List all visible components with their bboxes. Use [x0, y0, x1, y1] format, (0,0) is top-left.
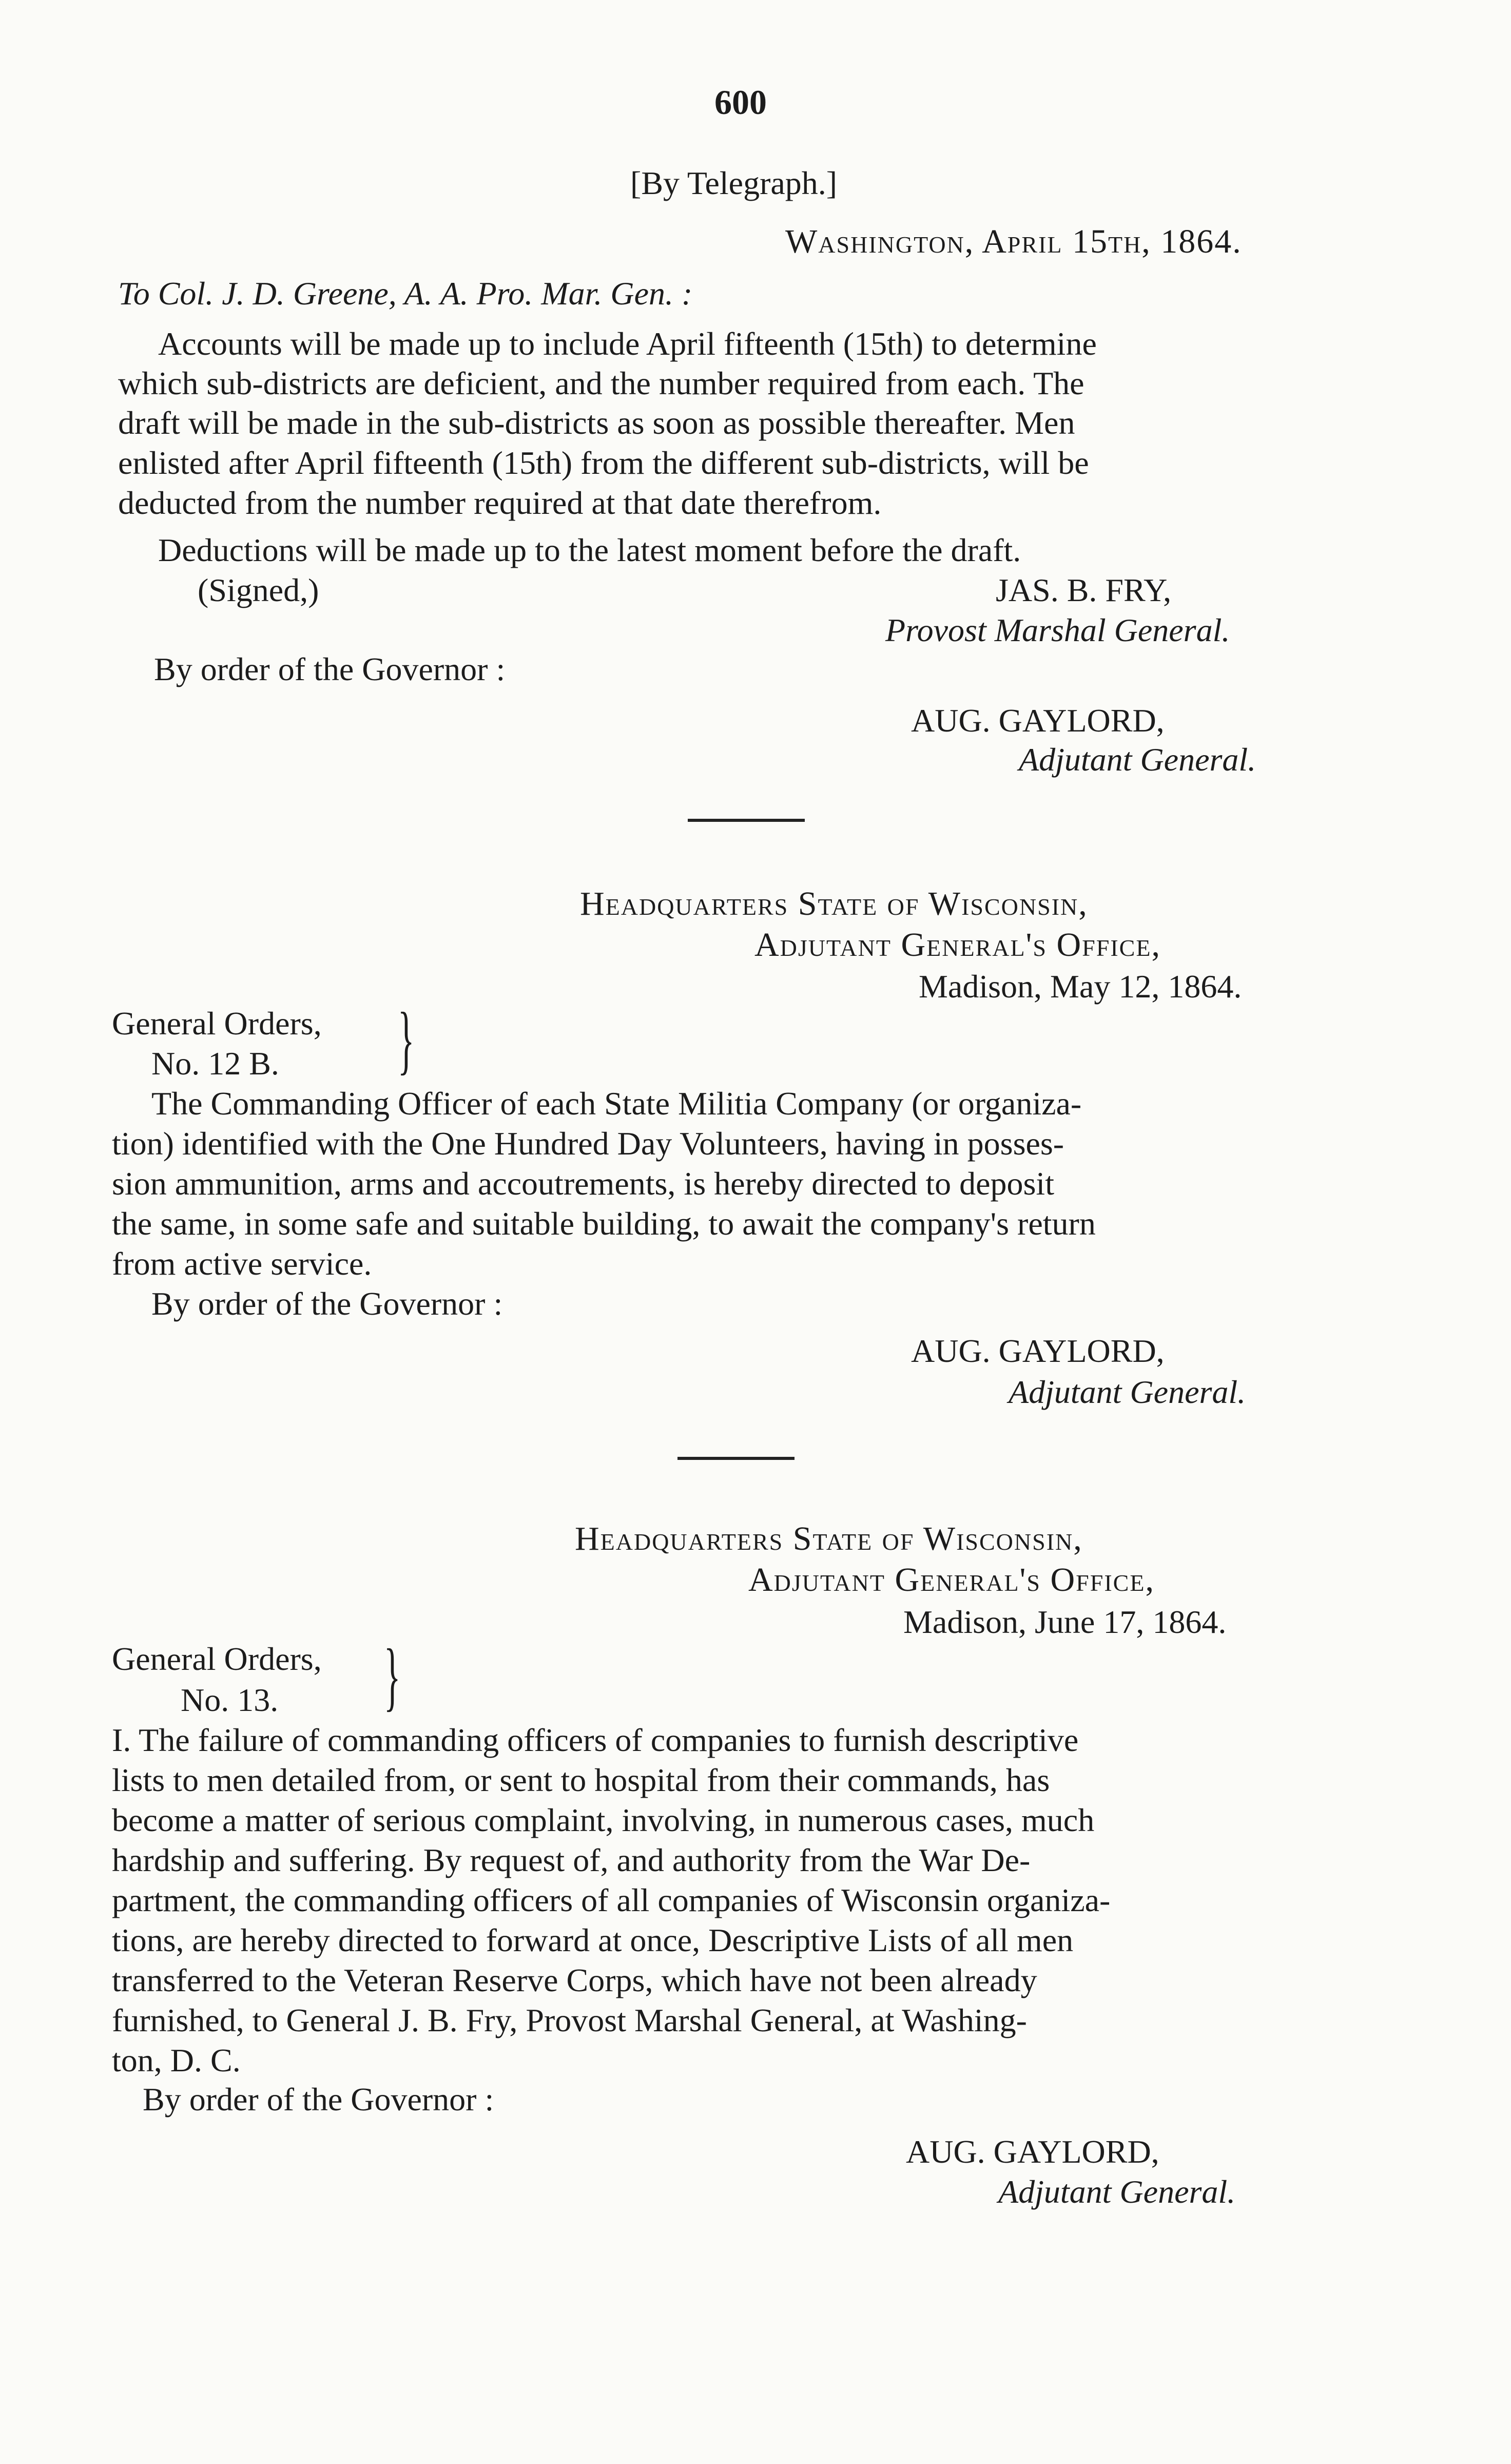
- page-number: 600: [714, 83, 767, 122]
- order-line: By order of the Governor :: [154, 651, 506, 687]
- telegram-body-line: Deductions will be made up to the latest moment before the draft.: [158, 532, 1021, 568]
- section-divider: [677, 1457, 795, 1460]
- signer-title: Provost Marshal General.: [885, 612, 1230, 648]
- order-line: By order of the Governor :: [151, 1285, 503, 1322]
- section-divider: [688, 819, 805, 822]
- adjutant-title: Adjutant General.: [1009, 1374, 1246, 1410]
- telegram-body-line: enlisted after April fifteenth (15th) from the different sub-districts, will be: [118, 445, 1089, 481]
- order-body-line: the same, in some safe and suitable building, to await the company's return: [112, 1205, 1096, 1242]
- signer-name: JAS. B. FRY,: [996, 572, 1172, 608]
- order-body-line: lists to men detailed from, or sent to hospital from their commands, has: [112, 1762, 1050, 1798]
- general-orders-number: No. 13.: [181, 1682, 279, 1718]
- order-body-line: partment, the commanding officers of all companies of Wisconsin organiza-: [112, 1882, 1111, 1918]
- hq-line-3: Madison, June 17, 1864.: [903, 1604, 1227, 1640]
- brace-icon: }: [384, 1633, 401, 1719]
- order-body-line: hardship and suffering. By request of, and authority from the War De-: [112, 1842, 1031, 1878]
- adjutant-title: Adjutant General.: [1019, 741, 1256, 778]
- hq-line-1: Headquarters State of Wisconsin,: [580, 885, 1088, 922]
- order-body-line: transferred to the Veteran Reserve Corps, which have not been already: [112, 1962, 1037, 1998]
- hq-line-1: Headquarters State of Wisconsin,: [575, 1520, 1083, 1557]
- general-orders-label: General Orders,: [112, 1641, 322, 1677]
- adjutant-name: AUG. GAYLORD,: [906, 2133, 1159, 2170]
- telegram-body-line: draft will be made in the sub-districts as soon as possible thereafter. Men: [118, 405, 1075, 441]
- hq-line-2: Adjutant General's Office,: [748, 1561, 1155, 1599]
- order-body-line: sion ammunition, arms and accoutrements, is hereby directed to deposit: [112, 1165, 1054, 1202]
- general-orders-label: General Orders,: [112, 1005, 322, 1042]
- hq-line-2: Adjutant General's Office,: [754, 926, 1161, 964]
- adjutant-name: AUG. GAYLORD,: [911, 702, 1165, 739]
- adjutant-name: AUG. GAYLORD,: [911, 1333, 1165, 1369]
- telegram-body-line: which sub-districts are deficient, and the number required from each. The: [118, 365, 1084, 401]
- order-body-line: from active service.: [112, 1245, 372, 1282]
- order-line: By order of the Governor :: [143, 2081, 494, 2118]
- brace-icon: }: [398, 997, 415, 1082]
- order-body-line: become a matter of serious complaint, involving, in numerous cases, much: [112, 1802, 1095, 1838]
- order-body-line: I. The failure of commanding officers of companies to furnish descriptive: [112, 1722, 1079, 1758]
- hq-line-3: Madison, May 12, 1864.: [919, 968, 1242, 1005]
- telegram-heading: [By Telegraph.]: [630, 165, 838, 201]
- adjutant-title: Adjutant General.: [998, 2173, 1236, 2210]
- order-body-line: The Commanding Officer of each State Militia Company (or organiza-: [151, 1085, 1082, 1122]
- order-body-line: tions, are hereby directed to forward at once, Descriptive Lists of all men: [112, 1922, 1074, 1958]
- order-body-line: tion) identified with the One Hundred Day Volunteers, having in posses-: [112, 1125, 1064, 1162]
- telegram-dateline: Washington, April 15th, 1864.: [785, 223, 1242, 260]
- signed-label: (Signed,): [198, 572, 319, 608]
- telegram-salutation: To Col. J. D. Greene, A. A. Pro. Mar. Gen. :: [118, 275, 693, 312]
- order-body-line: furnished, to General J. B. Fry, Provost Marshal General, at Washing-: [112, 2002, 1027, 2038]
- telegram-body-line: Accounts will be made up to include April fifteenth (15th) to determine: [158, 325, 1097, 362]
- telegram-body-line: deducted from the number required at that date therefrom.: [118, 485, 882, 521]
- order-body-line: ton, D. C.: [112, 2042, 241, 2078]
- general-orders-number: No. 12 B.: [151, 1045, 279, 1082]
